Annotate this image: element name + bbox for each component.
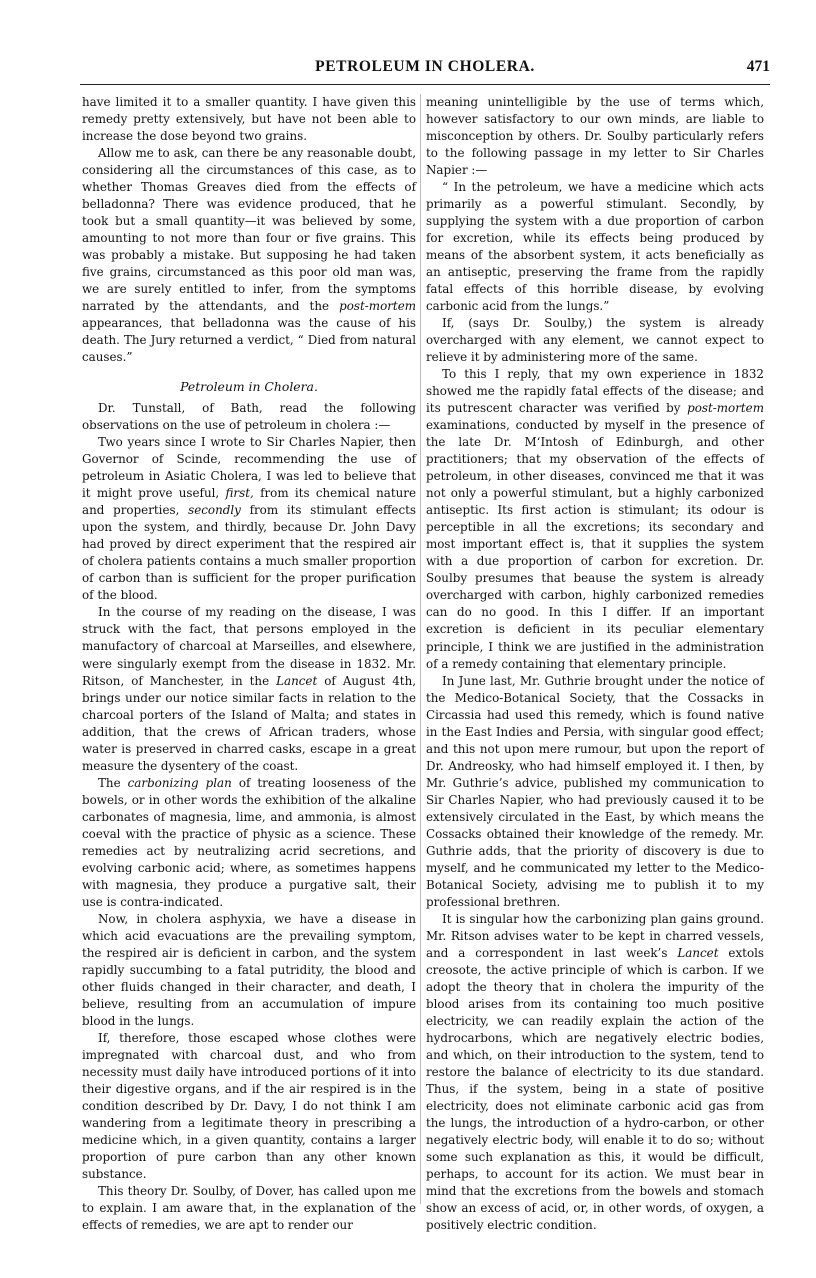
paragraph: To this I reply, that my own experience in 1832 showed me the rapidly fatal effects of the disease; and its putrescent character was verified by post-mortem examinations, conducted by myself in the presence of the late Dr. M‘Intosh of Edinburgh, and other practitioners; that my observation of the effects of petroleum, in other diseases, convinced me that it was not only a powerful stimulant, but a highly carbonized antiseptic. Its first action is stimulant; its odour is perceptible in all the excretions; its secondary and most important effect is, that it supplies the system with a due proportion of carbon for excretion. Dr. Soulby presumes that beause the system is already overcharged with carbon, highly carbonized remedies can do no good. In this I differ. If an important excretion is deficient in its peculiar elementary principle, I think we are justified in the administration of a remedy containing that elementary principle. — [426, 367, 764, 671]
paragraph: In the course of my reading on the disease, I was struck with the fact, that persons employed in the manufactory of charcoal at Marseilles, and elsewhere, were singularly exempt from the disease in 1832. Mr. Ritson, of Manchester, in the Lancet of August 4th, brings under our notice similar facts in relation to the charcoal porters of the Island of Malta; and states in addition, that the crews of African traders, whose water is preserved in charred casks, escape in a great measure the dysentery of the coast. — [82, 605, 417, 773]
paragraph: If, (says Dr. Soulby,) the system is already overcharged with any element, we cannot expect to relieve it by administering more of the same. — [426, 316, 764, 365]
quoted-passage: “ In the petroleum, we have a medicine which acts primarily as a powerful stimulant. Secondly, by supplying the system with a due proportion of carbon for excretion, while its effects being produced by means of the absorbent system, it acts beneficially as an antiseptic, preserving the frame from the rapidly fatal effects of this horrible disease, by evolving carbonic acid from the lungs.” — [426, 180, 764, 314]
paragraph: Now, in cholera asphyxia, we have a disease in which acid evacuations are the prevailing symptom, the respired air is deficient in carbon, and the system rapidly succumbing to a fatal putridity, the blood and other fluids changed in their character, and death, I believe, resulting from an accumulation of impure blood in the lungs. — [82, 911, 416, 1028]
left-column — [82, 94, 416, 1234]
page-number: 471 — [746, 58, 770, 75]
header-rule — [80, 84, 770, 85]
paragraph: It is singular how the carbonizing plan gains ground. Mr. Ritson advises water to be kept in charred vessels, and a correspondent in last week’s Lancet extols creosote, the active principle of which is carbon. If we adopt the theory that in cholera the impurity of the blood arises from its containing too much positive electricity, we can readily explain the action of the hydrocarbons, which are negatively electric bodies, and which, on their introduction to the system, tend to restore the balance of electricity to its due standard. Thus, if the system, being in a state of positive electricity, does not eliminate carbonic acid gas from the lungs, the introduction of a hydro-carbon, or other negatively electric body, will enable it to do so; without some such explanation as this, it would be difficult, perhaps, to account for its action. We must bear in mind that the excretions from the bowels and stomach show an excess of acid, or, in other words, of oxygen, a positively electric condition. — [426, 911, 765, 1233]
paragraph: meaning unintelligible by the use of terms which, however satisfactory to our own minds, are liable to misconception by others. Dr. Soulby particularly refers to the following passage in my letter to Sir Charles Napier :— — [426, 95, 764, 178]
paragraph: Allow me to ask, can there be any reasonable doubt, considering all the circumstances of this case, as to whether Thomas Greaves died from the effects of belladonna? There was evidence produced, that he took but a small quantity—it was believed by some, amounting to not more than four or five grains. This was probably a mistake. But supposing he had taken five grains, circumstanced as this poor old man was, we are surely entitled to infer, from the symptoms narrated by the attendants, and the post-mortem appearances, that belladonna was the cause of his death. The Jury returned a verdict, “ Died from natural causes.” — [82, 146, 417, 365]
paragraph: Dr. Tunstall, of Bath, read the following observations on the use of petroleum in cholera :— — [82, 401, 416, 433]
paragraph: The carbonizing plan of treating looseness of the bowels, or in other words the exhibition of the alkaline carbonates of magnesia, lime, and ammonia, is almost coeval with the practice of physic as a science. These remedies act by neutralizing acrid secretions, and evolving carbonic acid; where, as sometimes happens with magnesia, they produce a purgative salt, their use is contra-indicated. — [82, 775, 416, 909]
running-title: PETROLEUM IN CHOLERA. — [315, 58, 535, 75]
page-header — [80, 58, 770, 82]
paragraph: In June last, Mr. Guthrie brought under the notice of the Medico-Botanical Society, that the Cossacks in Circassia had used this remedy, which is found native in the East Indies and Persia, with singular good effect; and this not upon mere rumour, but upon the report of Dr. Andreosky, who had himself employed it. I then, by Mr. Guthrie’s advice, published my communication to Sir Charles Napier, who had previously caused it to be extensively circulated in the East, by which means the Cossacks obtained their knowledge of the remedy. Mr. Guthrie adds, that the priority of discovery is due to myself, and he communicated my letter to the Medico-Botanical Society, advising me to publish it to my professional brethren. — [426, 673, 764, 909]
paragraph: If, therefore, those escaped whose clothes were impregnated with charcoal dust, and who from necessity must daily have introduced portions of it into their digestive organs, and if the air respired is in the condition described by Dr. Davy, I do not think I am wandering from a legitimate theory in prescribing a medicine which, in a given quantity, contains a larger proportion of pure carbon than any other known substance. — [82, 1030, 416, 1181]
paragraph: Two years since I wrote to Sir Charles Napier, then Governor of Scinde, recommending the use of petroleum in Asiatic Cholera, I was led to believe that it might prove useful, first, from its chemical nature and properties, secondly from its stimulant effects upon the system, and thirdly, because Dr. John Davy had proved by direct experiment that the respired air of cholera patients contains a much smaller proportion of carbon than is sufficient for the proper purification of the blood. — [82, 435, 417, 603]
right-column — [426, 94, 764, 1234]
column-divider — [420, 94, 421, 1204]
paragraph: This theory Dr. Soulby, of Dover, has called upon me to explain. I am aware that, in the explanation of the effects of remedies, we are apt to render our — [82, 1183, 416, 1233]
paragraph: have limited it to a smaller quantity. I have given this remedy pretty extensively, but have not been able to increase the dose beyond two grains. — [82, 95, 416, 144]
section-heading: Petroleum in Cholera. — [180, 379, 318, 395]
